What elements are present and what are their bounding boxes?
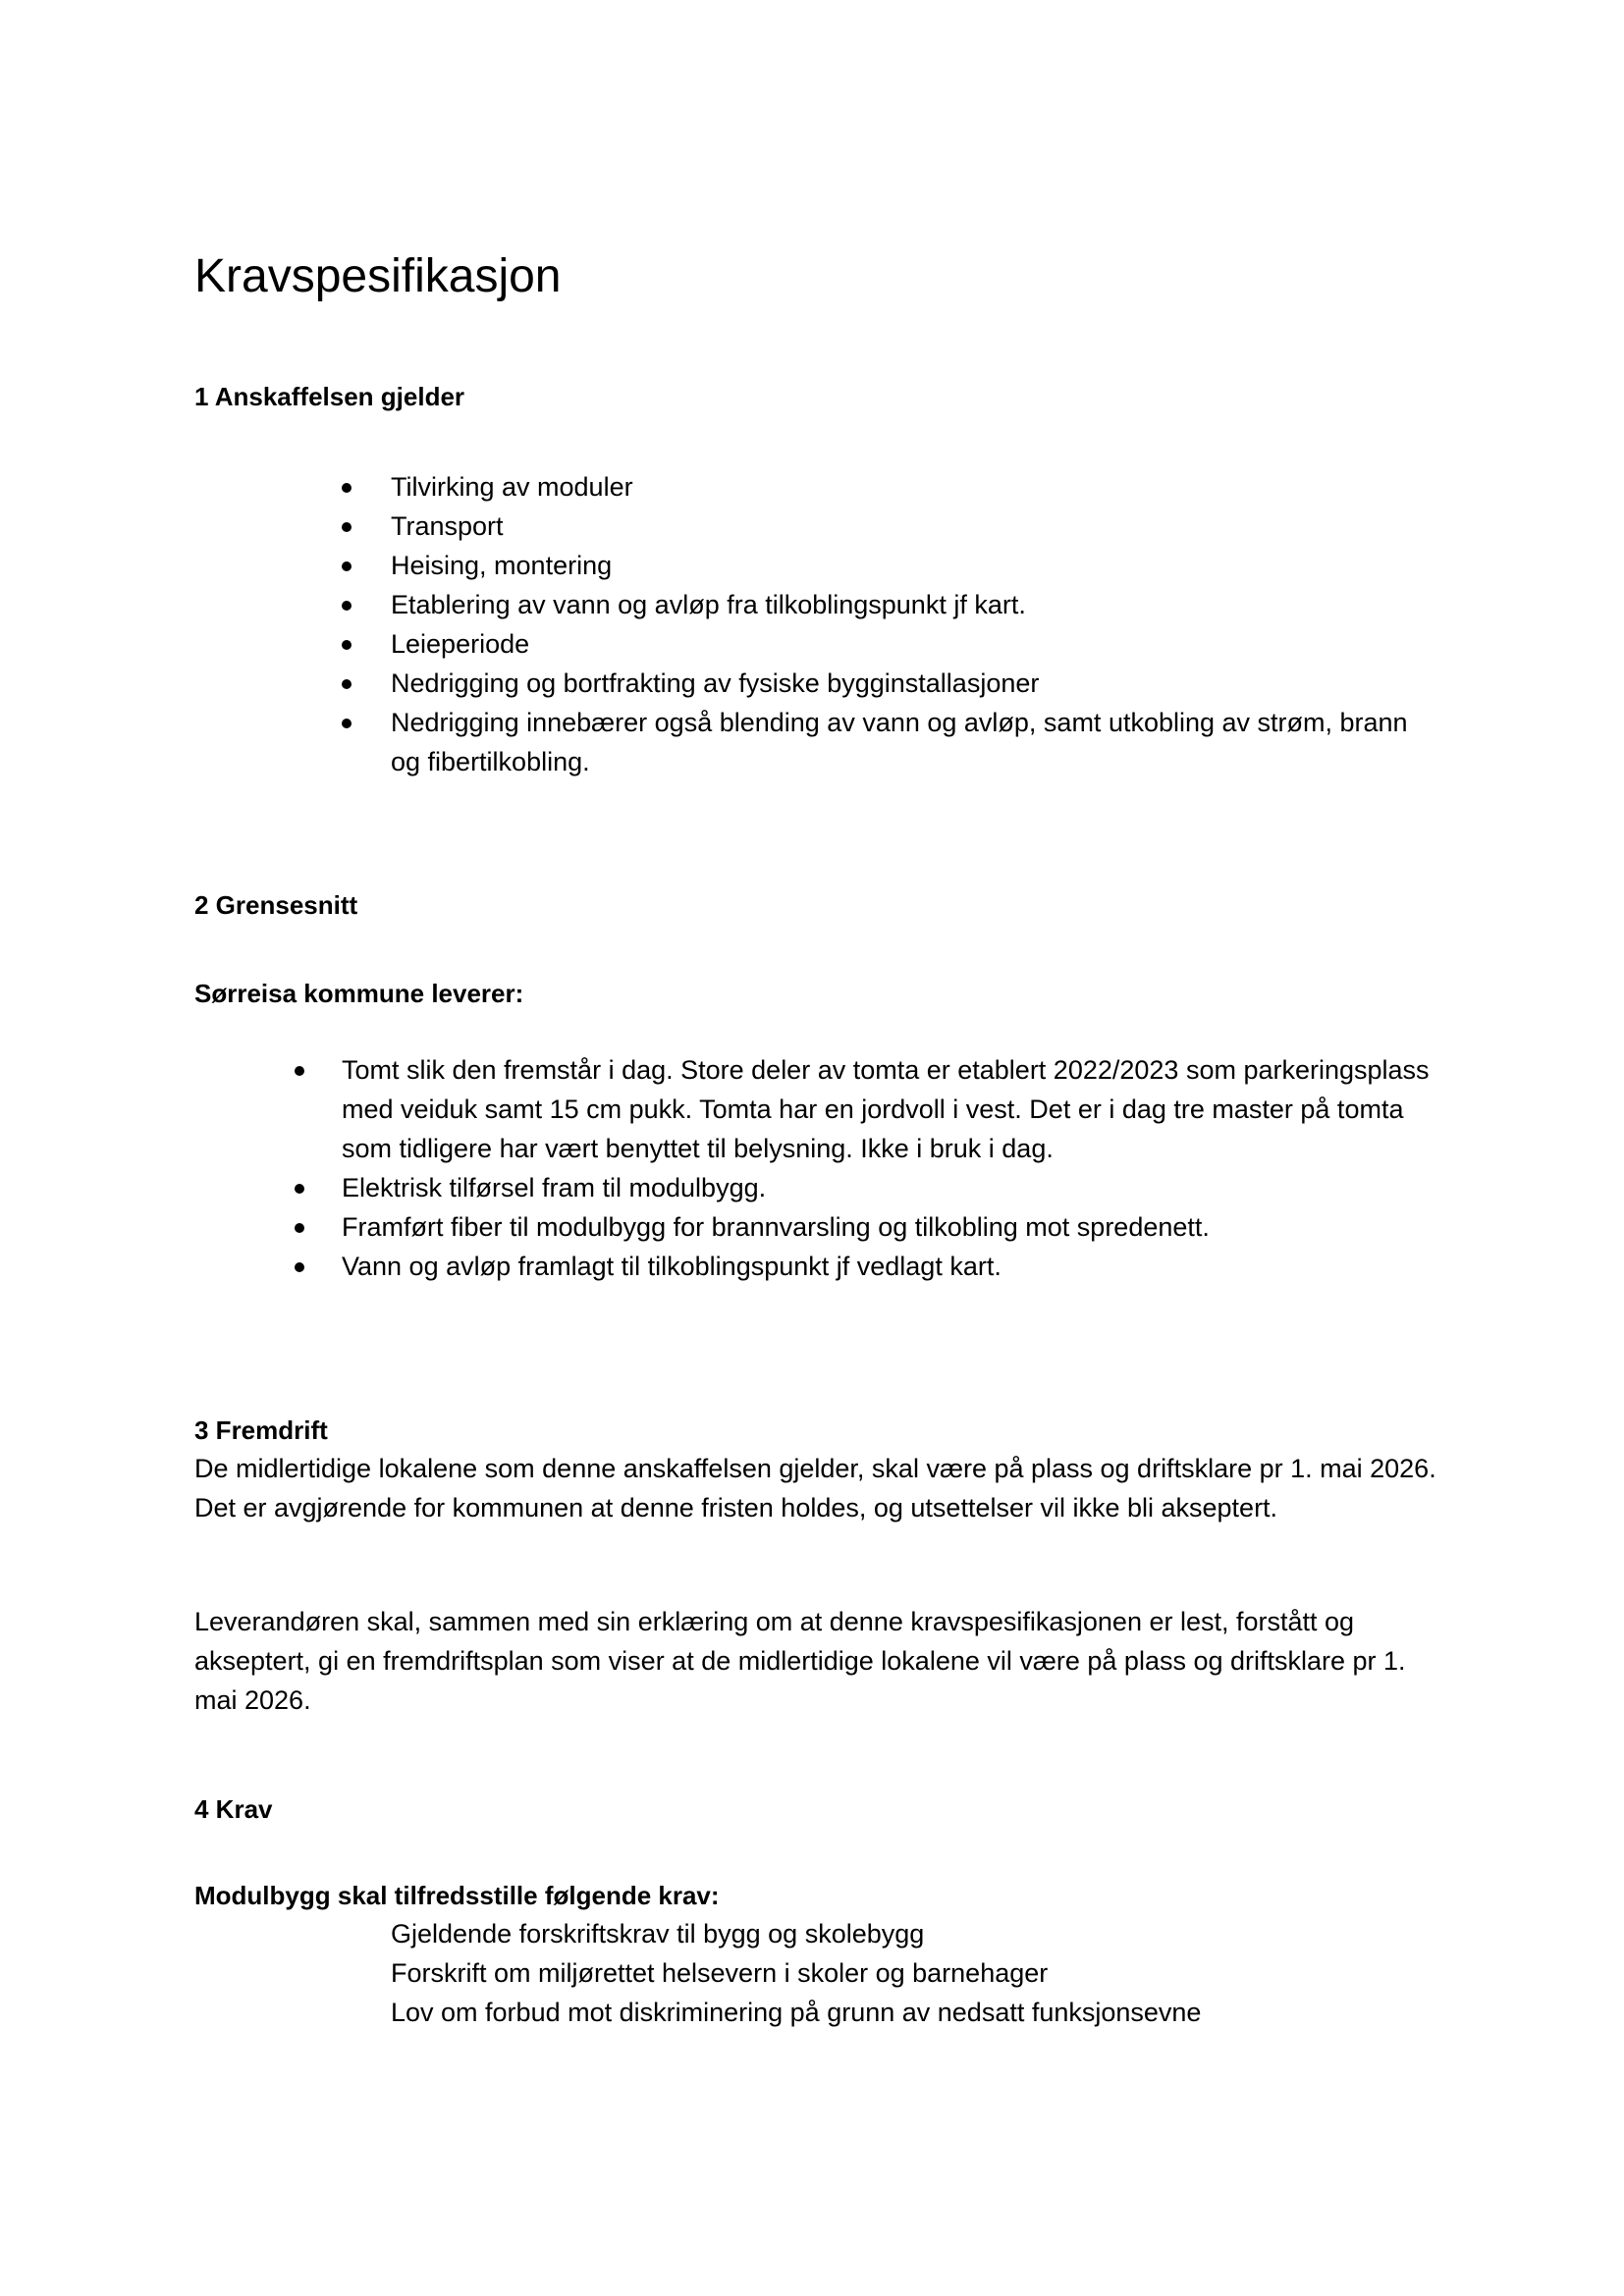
list-item: Nedrigging og bortfrakting av fysiske bygginstallasjoner [391, 664, 1432, 703]
bullet-icon [342, 522, 352, 532]
bullet-icon [342, 561, 352, 571]
bullet-icon [342, 483, 352, 493]
requirement-item: Gjeldende forskriftskrav til bygg og skolebygg [391, 1919, 925, 1949]
section-2-subheading: Sørreisa kommune leverer: [194, 979, 524, 1008]
list-item: Leieperiode [391, 624, 1432, 664]
bullet-icon [295, 1066, 304, 1076]
list-item: Heising, montering [391, 546, 1432, 585]
list-item: Transport [391, 507, 1432, 546]
bullet-icon [342, 640, 352, 650]
bullet-icon [342, 601, 352, 611]
section-3-paragraph-2: Leverandøren skal, sammen med sin erklæring om at denne kravspesifikasjonen er lest, forstått og akseptert, gi en fremdriftsplan som viser at de midlertidige lokalene vil være på plass og driftsklare pr 1. mai 2026. [194, 1607, 1406, 1715]
list-item: Vann og avløp framlagt til tilkoblingspunkt jf vedlagt kart. [342, 1247, 1432, 1286]
section-3-paragraph-1: De midlertidige lokalene som denne anskaffelsen gjelder, skal være på plass og driftsklare pr 1. mai 2026. Det er avgjørende for kommunen at denne fristen holdes, og utsettelser vil ikke bli akseptert. [194, 1454, 1436, 1522]
bullet-icon [342, 679, 352, 689]
section-1-heading: 1 Anskaffelsen gjelder [194, 382, 465, 411]
bullet-icon [295, 1184, 304, 1194]
requirement-item: Lov om forbud mot diskriminering på grunn av nedsatt funksjonsevne [391, 1998, 1202, 2027]
section-2-heading: 2 Grensesnitt [194, 890, 358, 920]
list-item: Tomt slik den fremstår i dag. Store deler av tomta er etablert 2022/2023 som parkeringsplass med veiduk samt 15 cm pukk. Tomta har en jordvoll i vest. Det er i dag tre master på tomta som tidligere har vært benyttet til belysning. Ikke i bruk i dag. [342, 1050, 1432, 1168]
bullet-icon [295, 1223, 304, 1233]
bullet-icon [295, 1262, 304, 1272]
bullet-icon [342, 719, 352, 728]
requirement-item: Forskrift om miljørettet helsevern i skoler og barnehager [391, 1958, 1049, 1988]
list-item: Framført fiber til modulbygg for brannvarsling og tilkobling mot spredenett. [342, 1207, 1432, 1247]
section-4-requirements [391, 1914, 1432, 2032]
document-title: Kravspesifikasjon [194, 250, 562, 302]
section-1-list [391, 467, 1432, 781]
list-item: Etablering av vann og avløp fra tilkoblingspunkt jf kart. [391, 585, 1432, 624]
section-4-subheading: Modulbygg skal tilfredsstille følgende krav: [194, 1881, 720, 1910]
list-item: Elektrisk tilførsel fram til modulbygg. [342, 1168, 1432, 1207]
list-item: Tilvirking av moduler [391, 467, 1432, 507]
list-item: Nedrigging innebærer også blending av vann og avløp, samt utkobling av strøm, brann og fibertilkobling. [391, 703, 1432, 781]
section-2-list [342, 1050, 1432, 1286]
section-4-heading: 4 Krav [194, 1794, 273, 1824]
section-3-heading: 3 Fremdrift [194, 1415, 328, 1445]
